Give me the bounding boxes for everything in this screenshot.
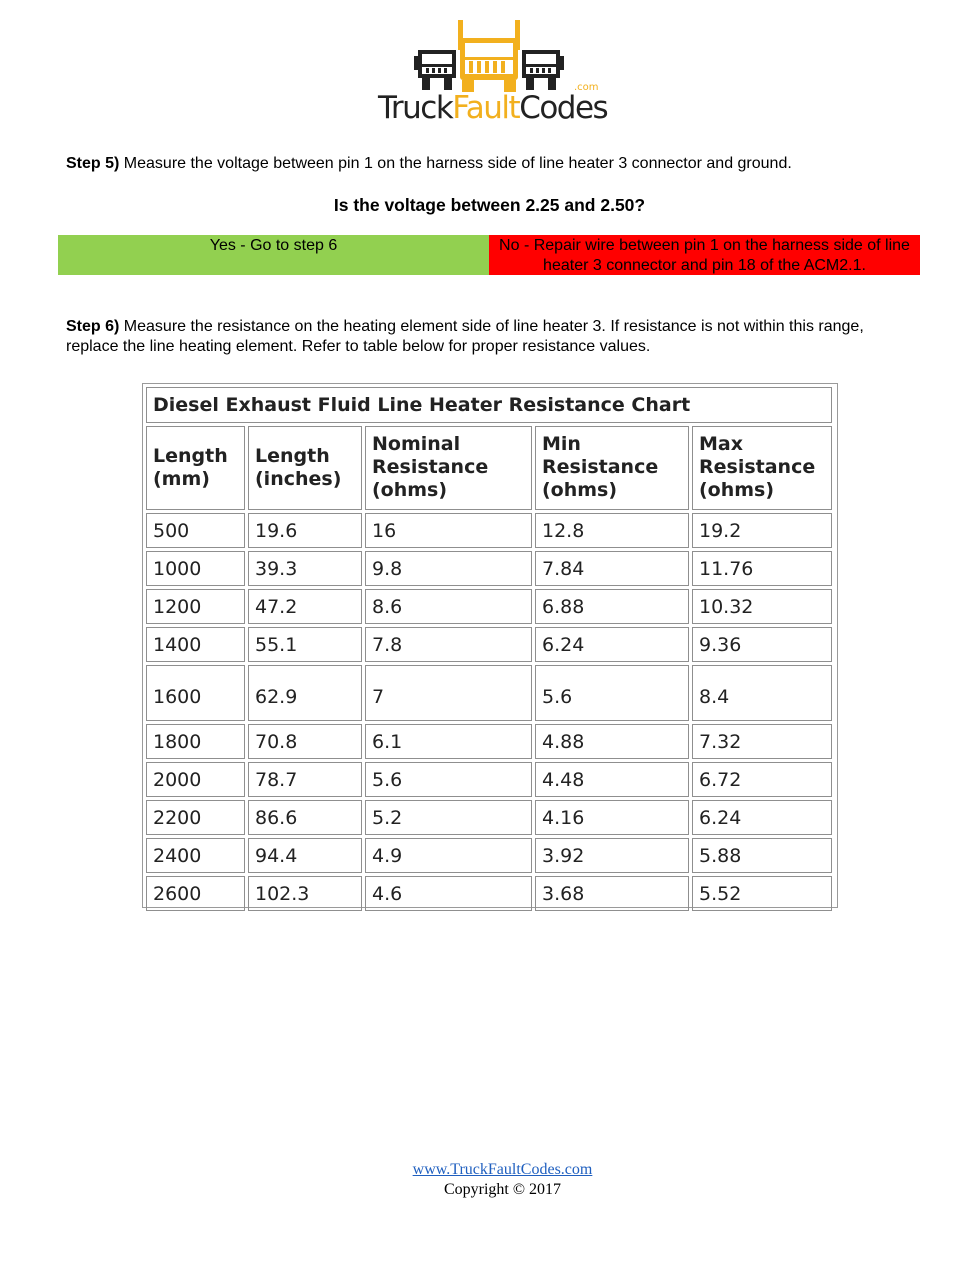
table-row: [146, 627, 832, 662]
table-cell: 2200: [146, 800, 245, 835]
table-cell: 1400: [146, 627, 245, 662]
table-title: Diesel Exhaust Fluid Line Heater Resistance Chart: [146, 387, 832, 423]
table-cell: 7.32: [692, 724, 832, 759]
truck-icon: [414, 20, 564, 92]
table-cell: 19.6: [248, 513, 362, 548]
table-cell: 7: [365, 665, 532, 721]
website-link[interactable]: www.TruckFaultCodes.com: [412, 1161, 593, 1178]
table-cell: 4.6: [365, 876, 532, 911]
table-cell: 500: [146, 513, 245, 548]
table-cell: 8.4: [692, 665, 832, 721]
page-footer: [0, 1160, 979, 1200]
table-cell: 19.2: [692, 513, 832, 548]
table-cell: 78.7: [248, 762, 362, 797]
table-cell: 3.92: [535, 838, 689, 873]
table-cell: 6.88: [535, 589, 689, 624]
table-cell: 11.76: [692, 551, 832, 586]
table-header-row: [146, 426, 832, 510]
table-cell: 6.1: [365, 724, 532, 759]
table-cell: 5.6: [535, 665, 689, 721]
table-cell: 12.8: [535, 513, 689, 548]
table-cell: 1000: [146, 551, 245, 586]
table-cell: 1800: [146, 724, 245, 759]
table-cell: 39.3: [248, 551, 362, 586]
table-cell: 70.8: [248, 724, 362, 759]
table-cell: 1200: [146, 589, 245, 624]
decision-row: [58, 235, 920, 275]
table-cell: 47.2: [248, 589, 362, 624]
step-6-label: Step 6): [66, 318, 120, 335]
table-row: [146, 551, 832, 586]
step-5-text: Measure the voltage between pin 1 on the harness side of line heater 3 connector and ground.: [119, 155, 792, 172]
table-cell: 4.9: [365, 838, 532, 873]
table-cell: 4.88: [535, 724, 689, 759]
header-length-mm: Length (mm): [146, 426, 245, 510]
step-6-text: Measure the resistance on the heating element side of line heater 3. If resistance is not within this range, replace the line heating element. Refer to table below for proper resistance values.: [66, 318, 864, 355]
header-min-resistance: Min Resistance (ohms): [535, 426, 689, 510]
table-cell: 62.9: [248, 665, 362, 721]
table-cell: 8.6: [365, 589, 532, 624]
header-nominal-resistance: Nominal Resistance (ohms): [365, 426, 532, 510]
header-max-resistance: Max Resistance (ohms): [692, 426, 832, 510]
table-row: [146, 589, 832, 624]
header-length-inches: Length (inches): [248, 426, 362, 510]
table-cell: 5.6: [365, 762, 532, 797]
table-cell: 6.72: [692, 762, 832, 797]
table-cell: 9.36: [692, 627, 832, 662]
table-cell: 5.2: [365, 800, 532, 835]
table-cell: 2600: [146, 876, 245, 911]
table-cell: 3.68: [535, 876, 689, 911]
table-row: [146, 800, 832, 835]
logo-domain-suffix: .com: [574, 82, 599, 93]
table-cell: 5.88: [692, 838, 832, 873]
step-5-label: Step 5): [66, 155, 120, 172]
table-cell: 2000: [146, 762, 245, 797]
yes-choice: Yes - Go to step 6: [58, 235, 489, 275]
table-cell: 4.16: [535, 800, 689, 835]
table-cell: 7.84: [535, 551, 689, 586]
no-choice: No - Repair wire between pin 1 on the harness side of line heater 3 connector and pin 18 of the ACM2.1.: [489, 235, 920, 275]
table-row: [146, 838, 832, 873]
resistance-chart: [142, 383, 838, 908]
table-cell: 10.32: [692, 589, 832, 624]
table-cell: 16: [365, 513, 532, 548]
table-cell: 9.8: [365, 551, 532, 586]
table-cell: 94.4: [248, 838, 362, 873]
table-cell: 5.52: [692, 876, 832, 911]
table-cell: 4.48: [535, 762, 689, 797]
table-cell: 102.3: [248, 876, 362, 911]
table-cell: 6.24: [535, 627, 689, 662]
table-cell: 86.6: [248, 800, 362, 835]
step-5-paragraph: [66, 154, 926, 174]
table-row: [146, 665, 832, 721]
table-row: [146, 513, 832, 548]
resistance-table: [143, 384, 835, 914]
table-row: [146, 724, 832, 759]
truckfaultcodes-logo: [378, 20, 608, 130]
table-cell: 55.1: [248, 627, 362, 662]
table-cell: 2400: [146, 838, 245, 873]
voltage-question: Is the voltage between 2.25 and 2.50?: [333, 195, 646, 215]
table-row: [146, 762, 832, 797]
table-cell: 1600: [146, 665, 245, 721]
step-6-paragraph: [66, 317, 916, 357]
logo-wordmark: TruckFaultCodes: [378, 90, 608, 126]
table-row: [146, 876, 832, 911]
table-cell: 6.24: [692, 800, 832, 835]
copyright-text: Copyright © 2017: [443, 1181, 562, 1198]
table-cell: 7.8: [365, 627, 532, 662]
